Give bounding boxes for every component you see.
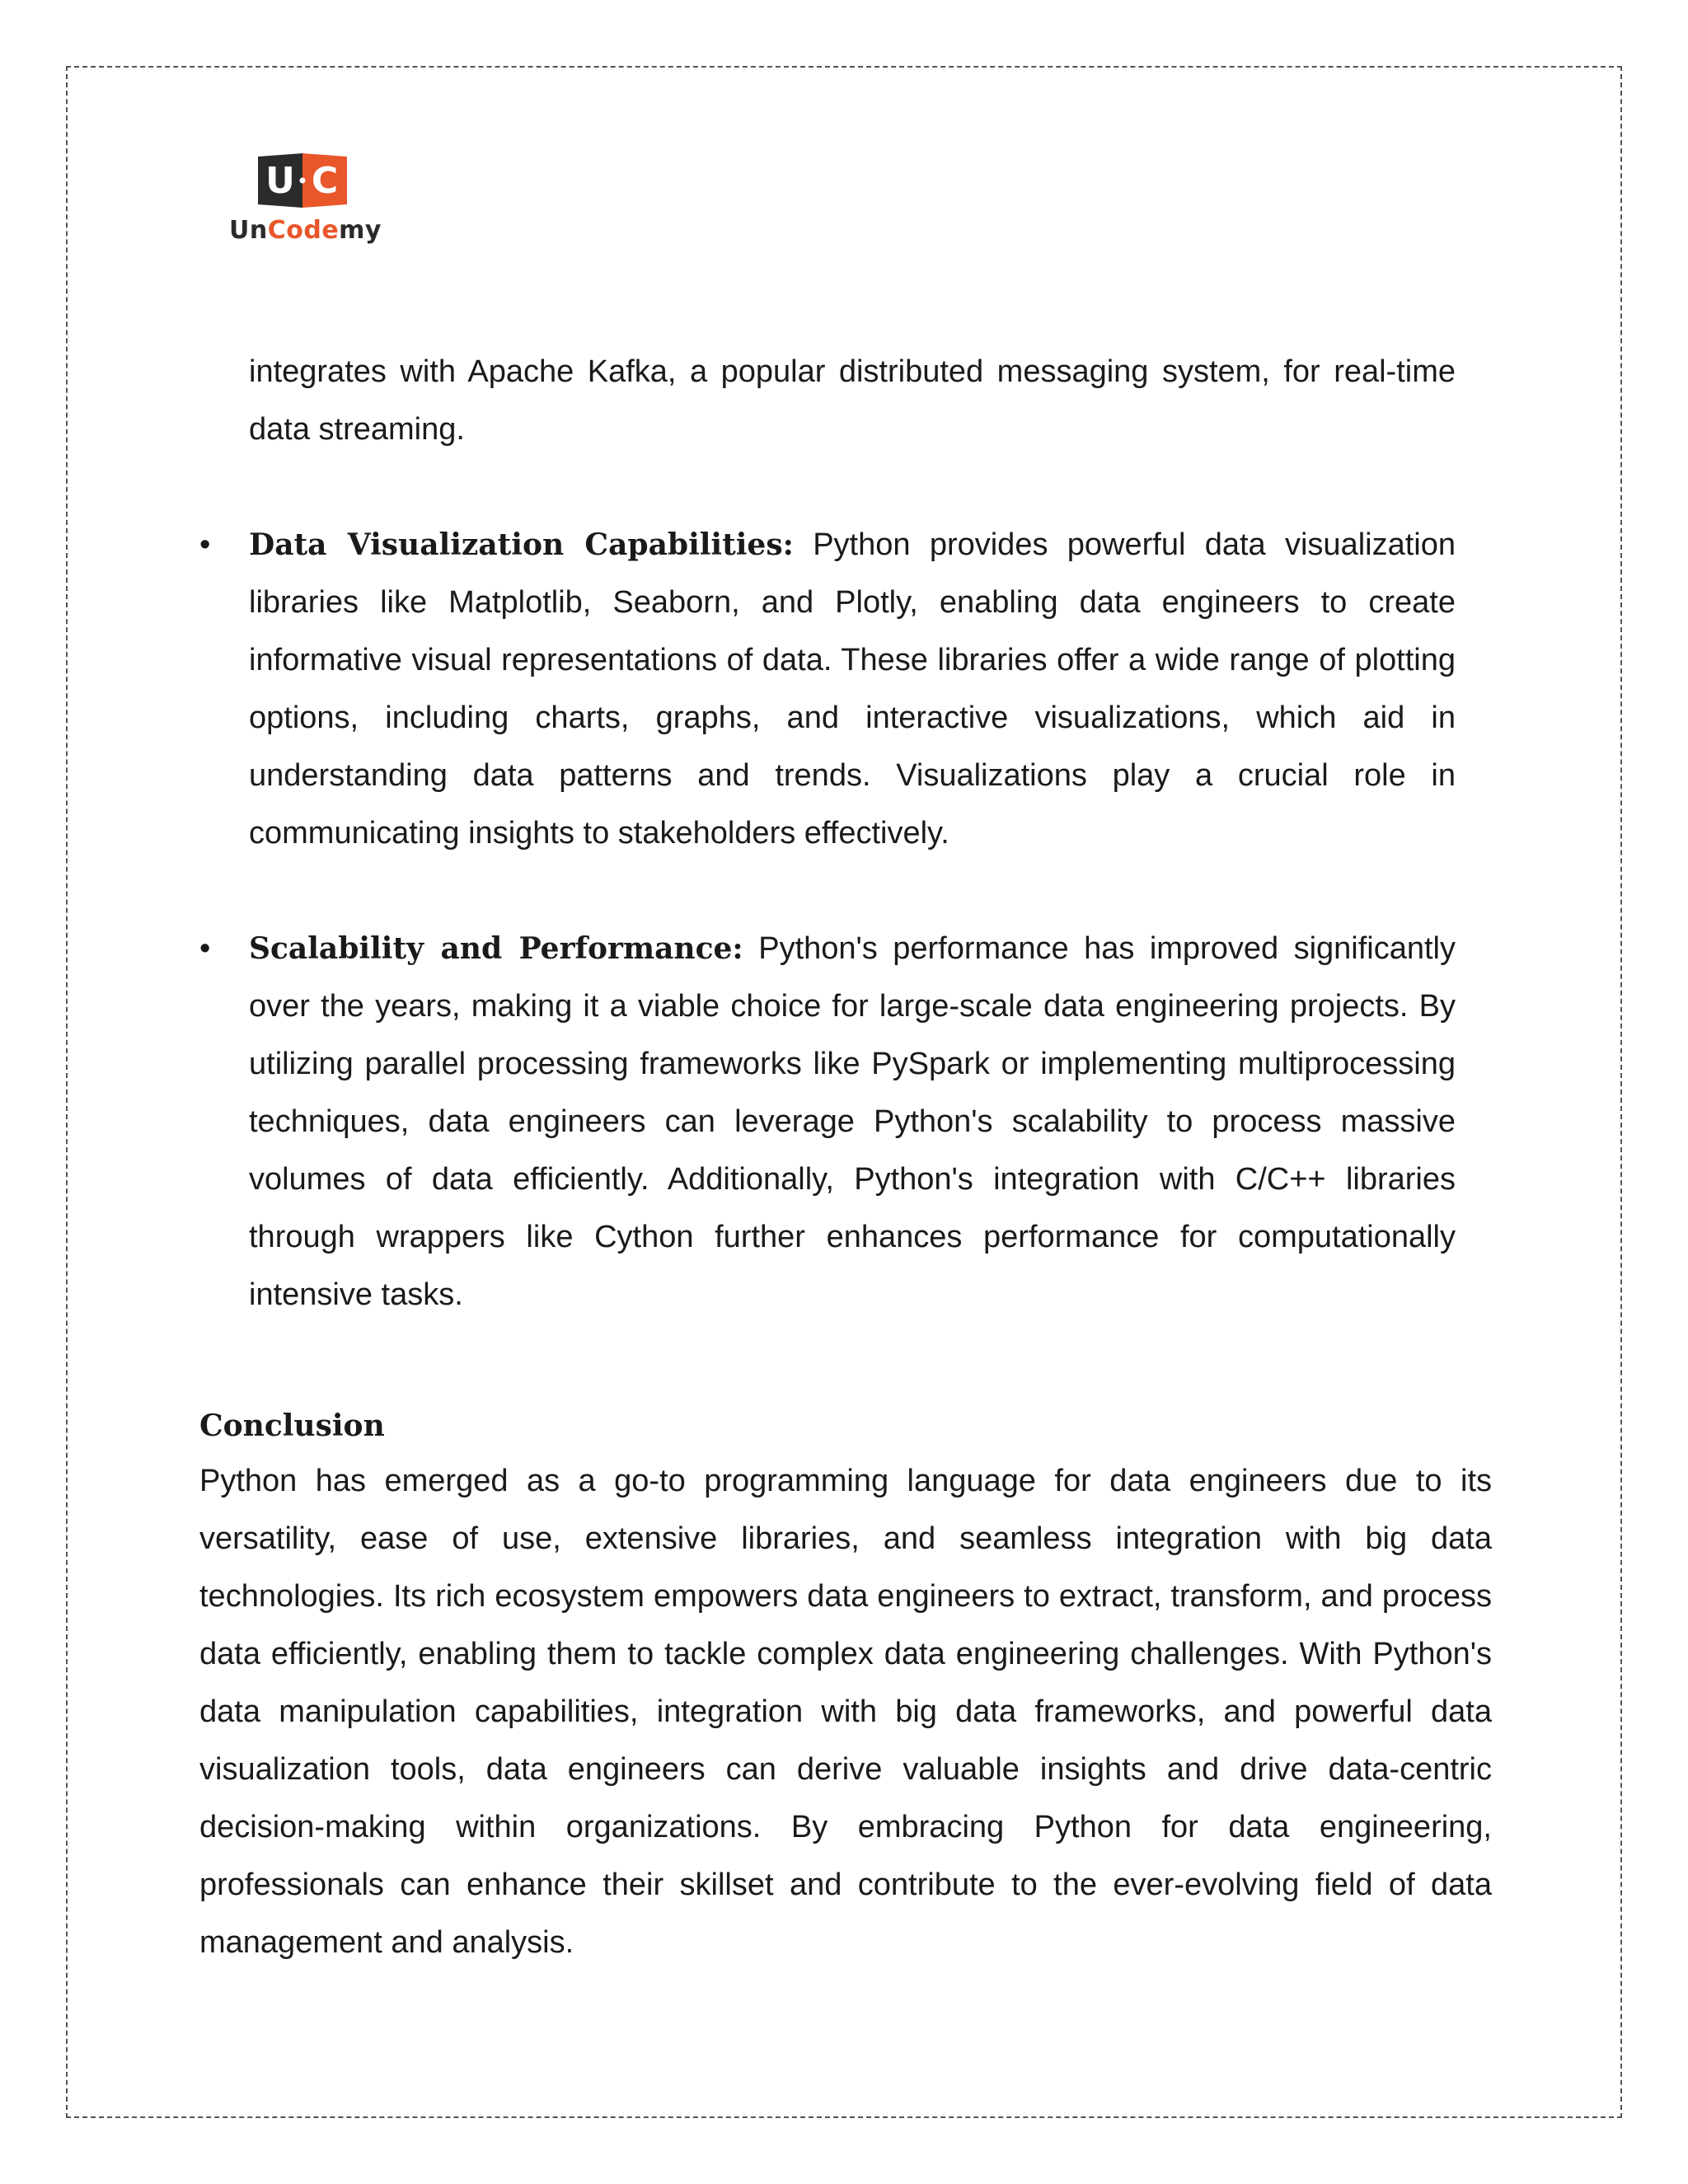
logo-mark-left-letter: U bbox=[265, 160, 295, 202]
logo-wordmark-part2: Code bbox=[267, 216, 340, 245]
bullet-title: Scalability and Performance: bbox=[249, 931, 743, 966]
bullet-dot: • bbox=[199, 527, 211, 562]
bullet-paragraph bbox=[249, 516, 1456, 862]
logo-wordmark-part3: my bbox=[339, 216, 382, 245]
bullet-item-scalability bbox=[199, 920, 1456, 1324]
bullet-paragraph bbox=[249, 920, 1456, 1324]
logo-wordmark-part1: Un bbox=[229, 216, 268, 245]
logo-dot bbox=[300, 178, 306, 184]
conclusion-heading: Conclusion bbox=[199, 1408, 385, 1443]
logo-mark-right-letter: C bbox=[311, 160, 339, 202]
uc-logo-mark bbox=[258, 153, 347, 208]
bullet-body: Python provides powerful data visualization libraries like Matplotlib, Seaborn, and Plotly, enabling data engineers to create informative visual representations of data. These libraries offer a wide range of plotting options, including charts, graphs, and interactive visualizations, which aid in understanding data patterns and trends. Visualizations play a crucial role in communicating insights to stakeholders effectively. bbox=[249, 527, 1456, 851]
bullet-title: Data Visualization Capabilities: bbox=[249, 527, 794, 562]
bullet-body: Python's performance has improved significantly over the years, making it a viable choice for large-scale data engineering projects. By utilizing parallel processing frameworks like PySpark or implementing multiprocessing techniques, data engineers can leverage Python's scalability to process massive volumes of data efficiently. Additionally, Python's integration with C/C++ libraries through wrappers like Cython further enhances performance for computationally intensive tasks. bbox=[249, 931, 1456, 1312]
logo-wordmark bbox=[229, 216, 382, 245]
conclusion-paragraph: Python has emerged as a go-to programming language for data engineers due to its versatility, ease of use, extensive libraries, and seamless integration with big data technologies. Its rich ecosystem empowers data engineers to extract, transform, and process data efficiently, enabling them to tackle complex data engineering challenges. With Python's data manipulation capabilities, integration with big data frameworks, and powerful data visualization tools, data engineers can derive valuable insights and drive data-centric decision-making within organizations. By embracing Python for data engineering, professionals can enhance their skillset and contribute to the ever-evolving field of data management and analysis. bbox=[199, 1464, 1492, 1960]
uncodemy-logo bbox=[229, 153, 382, 252]
bullet-dot: • bbox=[199, 931, 211, 966]
intro-paragraph: integrates with Apache Kafka, a popular distributed messaging system, for real-time data streaming. bbox=[249, 354, 1456, 447]
bullet-item-data-visualization bbox=[199, 516, 1456, 862]
